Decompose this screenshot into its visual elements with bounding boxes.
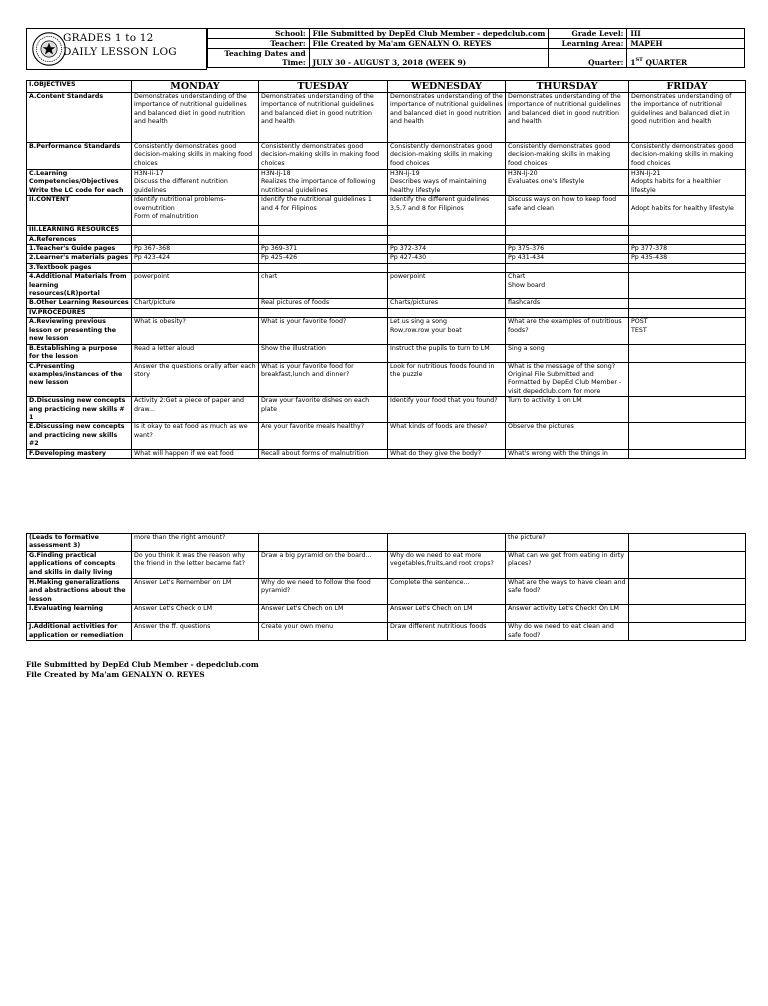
cell-thursday	[506, 308, 629, 317]
cell-thursday: the picture?	[506, 534, 629, 552]
cell-wednesday: Identify the different guidelines 3,5,7 and 8 for Filipinos	[388, 196, 506, 226]
table-row	[27, 299, 746, 308]
cell-monday: Answer the ff. questions	[132, 623, 259, 641]
cell-monday: H3N-Ii-17 Discuss the different nutrition guidelines	[132, 170, 259, 196]
cell-tuesday	[259, 235, 388, 244]
table-row	[27, 263, 746, 272]
cell-thursday: flashcards	[506, 299, 629, 308]
title-block	[26, 28, 207, 70]
footer-credits	[26, 660, 259, 680]
day-wednesday: WEDNESDAY	[388, 81, 506, 93]
teacher-label: Teacher:	[208, 39, 310, 49]
cell-tuesday: Real pictures of foods	[259, 299, 388, 308]
table-row	[27, 235, 746, 244]
cell-thursday: What are the ways to have clean and safe food?	[506, 579, 629, 605]
cell-thursday	[506, 235, 629, 244]
quarter-label: Quarter:	[549, 49, 627, 68]
cell-thursday: What's wrong with the things in	[506, 449, 629, 458]
table-row	[27, 623, 746, 641]
cell-thursday: Demonstrates understanding of the importance of nutritional guidelines and balanced diet in good nutrition and health	[506, 93, 629, 143]
cell-friday	[629, 273, 746, 299]
row-label: C.Presenting examples/instances of the new lesson	[27, 362, 132, 397]
cell-tuesday: What is your favorite food?	[259, 318, 388, 344]
cell-tuesday	[259, 534, 388, 552]
cell-tuesday: Recall about forms of malnutrition	[259, 449, 388, 458]
day-monday: MONDAY	[132, 81, 259, 93]
cell-friday	[629, 605, 746, 623]
cell-monday: Do you think it was the reason why the friend in the letter became fat?	[132, 552, 259, 579]
cell-friday: H3N-Ij-21 Adopts habits for a healthier lifestyle	[629, 170, 746, 196]
cell-tuesday: chart	[259, 273, 388, 299]
row-label: J.Additional activities for application or remediation	[27, 623, 132, 641]
cell-monday: Identify nutritional problems-overnutrition Form of malnutrition	[132, 196, 259, 226]
cell-tuesday: Demonstrates understanding of the importance of nutritional guidelines and balanced diet in good nutrition and health	[259, 93, 388, 143]
row-label: IV.PROCEDURES	[27, 308, 132, 317]
cell-monday: What is obesity?	[132, 318, 259, 344]
cell-friday	[629, 449, 746, 458]
cell-thursday: Turn to activity 1 on LM	[506, 397, 629, 423]
table-row	[27, 318, 746, 344]
cell-friday: POST TEST	[629, 318, 746, 344]
row-label: 3.Textbook pages	[27, 263, 132, 272]
cell-tuesday	[259, 226, 388, 235]
cell-friday	[629, 235, 746, 244]
learning-area-value: MAPEH	[627, 39, 745, 49]
table-row	[27, 362, 746, 397]
cell-monday	[132, 235, 259, 244]
cell-wednesday: Complete the sentence...	[388, 579, 506, 605]
table-row	[27, 245, 746, 254]
cell-tuesday	[259, 263, 388, 272]
row-label: 1.Teacher's Guide pages	[27, 245, 132, 254]
cell-wednesday	[388, 226, 506, 235]
teacher-value: File Created by Ma'am GENALYN O. REYES	[309, 39, 549, 49]
cell-monday: powerpoint	[132, 273, 259, 299]
table-row	[27, 170, 746, 196]
cell-monday: Chart/picture	[132, 299, 259, 308]
cell-monday: Answer Let's Remember on LM	[132, 579, 259, 605]
cell-thursday: What is the message of the song? Original File Submitted and Formatted by DepEd Club Member - visit depedclub.com for more	[506, 362, 629, 397]
row-label: C.Learning Competencies/Objectives Write the LC code for each	[27, 170, 132, 196]
footer-line-submitted: File Submitted by DepEd Club Member - depedclub.com	[26, 660, 259, 669]
cell-friday	[629, 226, 746, 235]
cell-tuesday: Show the illustration	[259, 344, 388, 362]
cell-wednesday: What do they give the body?	[388, 449, 506, 458]
table-row	[27, 552, 746, 579]
cell-tuesday: Identify the nutritional guidelines 1 and 4 for Filipinos	[259, 196, 388, 226]
table-row	[27, 397, 746, 423]
table-row	[27, 308, 746, 317]
cell-friday	[629, 263, 746, 272]
objectives-label: I.OBJECTIVES	[27, 81, 132, 93]
lesson-table-part1	[26, 80, 746, 459]
cell-tuesday: Create your own menu	[259, 623, 388, 641]
cell-friday	[629, 534, 746, 552]
table-row	[27, 534, 746, 552]
row-label: F.Developing mastery	[27, 449, 132, 458]
cell-thursday: Observe the pictures	[506, 423, 629, 449]
cell-tuesday: Draw your favorite dishes on each plate	[259, 397, 388, 423]
cell-wednesday: What kinds of foods are these?	[388, 423, 506, 449]
lesson-table-part2	[26, 533, 746, 641]
cell-wednesday: Let us sing a song Row,row.row your boat	[388, 318, 506, 344]
table-row	[27, 196, 746, 226]
table-row	[27, 273, 746, 299]
cell-thursday: Sing a song	[506, 344, 629, 362]
cell-wednesday: Pp 372-374	[388, 245, 506, 254]
cell-tuesday: Draw a big pyramid on the board...	[259, 552, 388, 579]
row-label: 4.Additional Materials from learning resources(LR)portal	[27, 273, 132, 299]
cell-thursday: H3N-Ij-20 Evaluates one's lifestyle	[506, 170, 629, 196]
table-row	[27, 143, 746, 170]
cell-wednesday: Demonstrates understanding of the importance of nutritional guidelines and balanced diet in good nutrition and health	[388, 93, 506, 143]
table-row	[27, 93, 746, 143]
cell-wednesday: H3N-Ij-19 Describes ways of maintaining healthy lifestyle	[388, 170, 506, 196]
table-row	[27, 423, 746, 449]
cell-monday	[132, 263, 259, 272]
row-label: (Leads to formative assessment 3)	[27, 534, 132, 552]
table-row	[27, 605, 746, 623]
cell-wednesday: powerpoint	[388, 273, 506, 299]
cell-friday: Pp 377-378	[629, 245, 746, 254]
day-header-row	[27, 81, 746, 93]
cell-thursday: What can we get from eating in dirty places?	[506, 552, 629, 579]
cell-friday	[629, 308, 746, 317]
cell-monday: Is it okay to eat food as much as we want?	[132, 423, 259, 449]
row-label: III.LEARNING RESOURCES	[27, 226, 132, 235]
row-label: A.Content Standards	[27, 93, 132, 143]
cell-thursday	[506, 226, 629, 235]
cell-wednesday: Consistently demonstrates good decision-making skills in making food choices	[388, 143, 506, 170]
cell-friday	[629, 299, 746, 308]
cell-wednesday: Instruct the pupils to turn to LM	[388, 344, 506, 362]
quarter-value: 1ST QUARTER	[627, 49, 745, 68]
row-label: 2.Learner's materials pages	[27, 254, 132, 263]
school-label: School:	[208, 29, 310, 39]
row-label: B.Performance Standards	[27, 143, 132, 170]
school-value: File Submitted by DepEd Club Member - depedclub.com	[309, 29, 549, 39]
cell-thursday: Discuss ways on how to keep food safe and clean	[506, 196, 629, 226]
cell-thursday: Chart Show board	[506, 273, 629, 299]
cell-monday: more than the right amount?	[132, 534, 259, 552]
row-label: H.Making generalizations and abstractions about the lesson	[27, 579, 132, 605]
lesson-log-header	[26, 28, 745, 70]
cell-monday: Answer Let's Check o LM	[132, 605, 259, 623]
header-info-table	[207, 28, 745, 68]
cell-thursday: What are the examples of nutritious foods?	[506, 318, 629, 344]
cell-friday	[629, 552, 746, 579]
row-label: G.Finding practical applications of concepts and skills in daily living	[27, 552, 132, 579]
teaching-dates-label: Teaching Dates and Time:	[208, 49, 310, 68]
row-label: E.Discussing new concepts and practicing new skills #2	[27, 423, 132, 449]
cell-wednesday	[388, 263, 506, 272]
title-grades: GRADES 1 to 12	[63, 32, 154, 44]
cell-thursday: Consistently demonstrates good decision-making skills in making food choices	[506, 143, 629, 170]
cell-thursday: Pp 375-376	[506, 245, 629, 254]
cell-tuesday	[259, 308, 388, 317]
cell-monday: What will happen if we eat food	[132, 449, 259, 458]
cell-friday	[629, 344, 746, 362]
row-label: B.Establishing a purpose for the lesson	[27, 344, 132, 362]
cell-wednesday: Pp 427-430	[388, 254, 506, 263]
cell-tuesday: Pp 425-426	[259, 254, 388, 263]
day-thursday: THURSDAY	[506, 81, 629, 93]
cell-wednesday: Charts/pictures	[388, 299, 506, 308]
cell-tuesday: Are your favorite meals healthy?	[259, 423, 388, 449]
teaching-dates-value: JULY 30 - AUGUST 3, 2018 (WEEK 9)	[309, 49, 549, 68]
cell-tuesday: Consistently demonstrates good decision-making skills in making food choices	[259, 143, 388, 170]
learning-area-label: Learning Area:	[549, 39, 627, 49]
row-label: A.Reviewing previous lesson or presenting the new lesson	[27, 318, 132, 344]
cell-friday: Consistently demonstrates good decision-making skills in making food choices	[629, 143, 746, 170]
cell-thursday: Answer activity Let's Check! On LM	[506, 605, 629, 623]
cell-friday	[629, 623, 746, 641]
cell-monday: Pp 367-368	[132, 245, 259, 254]
footer-line-created: File Created by Ma'am GENALYN O. REYES	[26, 670, 205, 679]
table-row	[27, 226, 746, 235]
cell-tuesday: Pp 369-371	[259, 245, 388, 254]
cell-friday: Demonstrates understanding of the importance of nutritional guidelines and balanced diet in good nutrition and health	[629, 93, 746, 143]
cell-monday	[132, 308, 259, 317]
row-label: A.References	[27, 235, 132, 244]
cell-monday: Pp 423-424	[132, 254, 259, 263]
day-friday: FRIDAY	[629, 81, 746, 93]
cell-thursday: Pp 431-434	[506, 254, 629, 263]
table-row	[27, 579, 746, 605]
cell-wednesday: Identify your food that you found?	[388, 397, 506, 423]
cell-wednesday: Draw different nutritious foods	[388, 623, 506, 641]
cell-tuesday: Answer Let's Chech on LM	[259, 605, 388, 623]
row-label: I.Evaluating learning	[27, 605, 132, 623]
cell-wednesday	[388, 235, 506, 244]
cell-wednesday: Answer Let's Chech on LM	[388, 605, 506, 623]
cell-tuesday: What is your favorite food for breakfast,lunch and dinner?	[259, 362, 388, 397]
cell-monday: Activity 2:Get a piece of paper and draw...	[132, 397, 259, 423]
title-daily-lesson-log: DAILY LESSON LOG	[63, 46, 177, 58]
cell-thursday: Why do we need to eat clean and safe food?	[506, 623, 629, 641]
cell-tuesday: H3N-Ij-18 Realizes the importance of following nutritional guidelines	[259, 170, 388, 196]
cell-friday	[629, 362, 746, 397]
row-label: B.Other Learning Resources	[27, 299, 132, 308]
table-row	[27, 449, 746, 458]
row-label: D.Discussing new concepts ang practicing new skills # 1	[27, 397, 132, 423]
cell-friday	[629, 397, 746, 423]
cell-wednesday	[388, 534, 506, 552]
cell-wednesday: Why do we need to eat more vegetables,fruits,and root crops?	[388, 552, 506, 579]
table-row	[27, 254, 746, 263]
cell-wednesday	[388, 308, 506, 317]
cell-friday: Adopt habits for healthy lifestyle	[629, 196, 746, 226]
cell-friday: Pp 435-438	[629, 254, 746, 263]
day-tuesday: TUESDAY	[259, 81, 388, 93]
cell-tuesday: Why do we need to follow the food pyramid?	[259, 579, 388, 605]
grade-level-value: III	[627, 29, 745, 39]
cell-monday: Answer the questions orally after each story	[132, 362, 259, 397]
cell-monday: Consistently demonstrates good decision-making skills in making food choices	[132, 143, 259, 170]
cell-wednesday: Look for nutritious foods found in the puzzle	[388, 362, 506, 397]
cell-monday: Demonstrates understanding of the importance of nutritional guidelines and balanced diet in good nutrition and health	[132, 93, 259, 143]
cell-friday	[629, 579, 746, 605]
cell-monday	[132, 226, 259, 235]
deped-seal-icon	[31, 31, 67, 67]
cell-thursday	[506, 263, 629, 272]
grade-level-label: Grade Level:	[549, 29, 627, 39]
row-label: II.CONTENT	[27, 196, 132, 226]
cell-monday: Read a letter aloud	[132, 344, 259, 362]
table-row	[27, 344, 746, 362]
cell-friday	[629, 423, 746, 449]
